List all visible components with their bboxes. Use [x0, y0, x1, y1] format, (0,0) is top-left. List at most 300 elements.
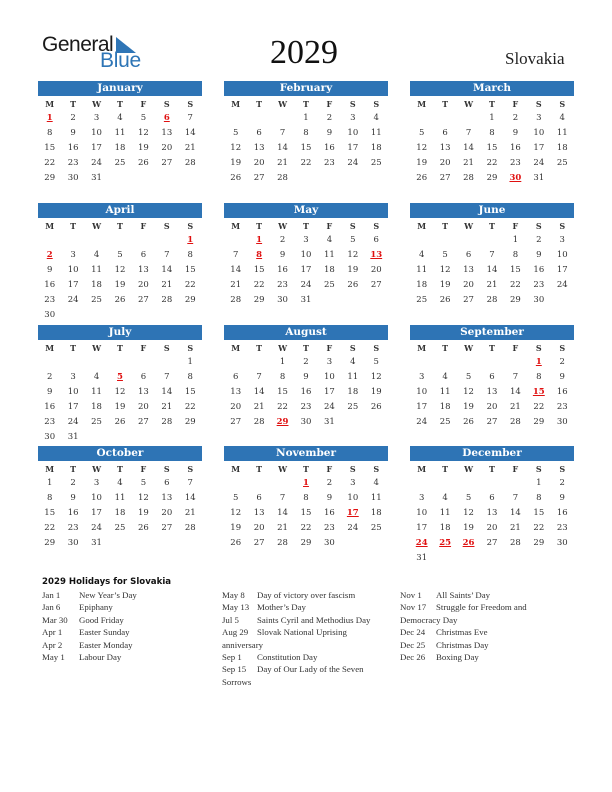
day-cell: 9 [303, 372, 309, 382]
weekday-label: S [349, 99, 356, 109]
empty-day-cell [271, 476, 294, 491]
weekday-label: M [45, 343, 55, 353]
empty-day-cell [457, 355, 480, 370]
month-header: June [410, 203, 574, 218]
month-november [224, 446, 388, 551]
day-cell: 11 [114, 128, 126, 138]
month-days-grid [38, 461, 202, 551]
weekday-label: S [187, 221, 194, 231]
day-cell: 16 [277, 265, 288, 275]
day-cell: 25 [439, 417, 451, 427]
holiday-item [222, 589, 370, 601]
day-cell: 19 [230, 523, 242, 533]
day-cell: 19 [137, 143, 149, 153]
empty-day-cell [480, 476, 503, 491]
holiday-item [42, 626, 137, 638]
day-cell: 9 [326, 128, 333, 138]
weekday-label: W [464, 99, 474, 109]
weekday-label: W [464, 221, 474, 231]
empty-day-cell [433, 355, 456, 370]
month-october [38, 446, 202, 551]
day-cell: 28 [230, 295, 242, 305]
day-cell: 12 [463, 508, 474, 518]
weekday-label: S [187, 464, 194, 474]
day-cell: 24 [323, 402, 335, 412]
day-cell: 16 [44, 280, 56, 290]
day-cell: 23 [44, 295, 56, 305]
weekday-label: T [442, 99, 449, 109]
weekday-label: S [373, 221, 380, 231]
day-cell: 5 [465, 493, 472, 503]
weekday-label: F [326, 221, 333, 231]
day-cell: 15 [253, 265, 265, 275]
month-april [38, 203, 202, 323]
day-cell: 30 [44, 310, 56, 320]
day-cell: 9 [559, 493, 565, 503]
holiday-date: Mar 30 [42, 614, 68, 625]
day-cell: 24 [91, 523, 102, 533]
day-cell: 1 [279, 357, 286, 367]
day-cell: 6 [256, 128, 262, 138]
empty-day-cell [504, 476, 527, 491]
day-cell: 12 [370, 372, 382, 382]
holiday-item [400, 639, 527, 651]
day-cell: 18 [114, 508, 126, 518]
month-july [38, 325, 202, 445]
holiday-date: Jan 1 [42, 590, 61, 600]
day-cell: 26 [230, 173, 242, 183]
weekday-label: F [512, 343, 519, 353]
weekday-label: T [117, 99, 123, 109]
day-cell: 7 [489, 250, 495, 260]
day-cell: 15 [486, 143, 498, 153]
holiday-item [400, 601, 527, 613]
day-cell: 31 [416, 553, 428, 563]
month-december [410, 446, 574, 566]
day-cell: 29 [533, 538, 545, 548]
holiday-date: Dec 26 [400, 651, 426, 662]
day-cell: 15 [44, 143, 56, 153]
day-cell: 24 [347, 523, 359, 533]
day-cell: 18 [370, 143, 382, 153]
empty-day-cell [433, 111, 456, 126]
day-cell: 29 [184, 295, 196, 305]
day-cell: 22 [300, 523, 312, 533]
weekday-label: F [326, 343, 333, 353]
day-cell: 19 [230, 158, 242, 168]
day-cell: 18 [347, 387, 359, 397]
day-cell: 18 [91, 402, 102, 412]
day-cell: 10 [556, 250, 568, 260]
weekday-label: W [278, 464, 288, 474]
empty-day-cell [61, 233, 84, 248]
month-days-grid [224, 461, 388, 551]
weekday-label: W [278, 221, 288, 231]
day-cell: 20 [370, 265, 382, 275]
day-cell: 24 [416, 417, 428, 427]
empty-day-cell [132, 233, 155, 248]
day-cell: 4 [326, 235, 333, 245]
day-cell: 22 [184, 280, 196, 290]
day-cell: 3 [419, 493, 425, 503]
empty-day-cell [433, 476, 456, 491]
day-cell: 13 [161, 493, 173, 503]
day-cell: 10 [67, 265, 79, 275]
holiday-date: Sep 15 [222, 664, 247, 675]
holiday-item [42, 589, 137, 601]
day-cell: 21 [184, 143, 196, 153]
weekday-label: F [140, 221, 147, 231]
day-cell: 31 [91, 538, 102, 548]
day-cell: 6 [442, 128, 448, 138]
logo-blue-text: Blue [100, 49, 141, 72]
day-cell: 14 [463, 143, 474, 153]
day-cell: 26 [347, 280, 359, 290]
day-cell: 2 [70, 478, 76, 488]
day-cell: 22 [277, 402, 288, 412]
empty-day-cell [457, 111, 480, 126]
day-cell: 8 [187, 372, 193, 382]
day-cell: 18 [416, 280, 428, 290]
day-cell: 3 [70, 250, 76, 260]
day-cell: 6 [489, 493, 495, 503]
day-cell: 12 [416, 143, 428, 153]
month-header: April [38, 203, 202, 218]
weekday-label: F [140, 99, 147, 109]
day-cell: 21 [509, 523, 521, 533]
empty-day-cell [247, 355, 270, 370]
holiday-item [222, 601, 370, 613]
day-cell: 16 [323, 508, 335, 518]
month-header: September [410, 325, 574, 340]
empty-day-cell [224, 233, 247, 248]
weekday-label: T [442, 343, 449, 353]
holiday-day-cell: 8 [256, 250, 263, 260]
day-cell: 8 [536, 372, 542, 382]
day-cell: 22 [253, 280, 265, 290]
weekday-label: F [140, 464, 147, 474]
day-cell: 20 [137, 402, 149, 412]
day-cell: 27 [137, 417, 149, 427]
holiday-day-cell: 17 [346, 508, 359, 518]
day-cell: 5 [140, 478, 147, 488]
day-cell: 11 [91, 265, 102, 275]
month-january [38, 81, 202, 186]
day-cell: 24 [67, 417, 79, 427]
holiday-name-continuation: Sorrows [222, 676, 252, 687]
holiday-item [222, 626, 370, 638]
day-cell: 19 [463, 402, 474, 412]
day-cell: 28 [509, 538, 521, 548]
weekday-label: T [117, 221, 123, 231]
day-cell: 4 [93, 250, 100, 260]
day-cell: 28 [277, 173, 288, 183]
day-cell: 21 [463, 158, 474, 168]
day-cell: 20 [439, 158, 451, 168]
weekday-label: T [256, 464, 263, 474]
day-cell: 10 [347, 493, 359, 503]
day-cell: 30 [556, 417, 568, 427]
day-cell: 7 [233, 250, 239, 260]
day-cell: 17 [91, 508, 102, 518]
weekday-label: M [417, 221, 427, 231]
holiday-day-cell: 25 [439, 538, 452, 548]
day-cell: 6 [465, 250, 472, 260]
holiday-day-cell: 15 [532, 387, 545, 397]
day-cell: 19 [439, 280, 451, 290]
day-cell: 22 [300, 158, 312, 168]
weekday-label: W [92, 464, 102, 474]
month-days-grid [410, 218, 574, 308]
day-cell: 17 [67, 280, 79, 290]
weekday-label: T [303, 464, 309, 474]
weekday-label: F [140, 343, 147, 353]
day-cell: 9 [536, 250, 542, 260]
day-cell: 6 [489, 372, 495, 382]
day-cell: 13 [230, 387, 242, 397]
day-cell: 15 [300, 508, 312, 518]
day-cell: 13 [486, 508, 498, 518]
day-cell: 14 [230, 265, 242, 275]
empty-day-cell [480, 355, 503, 370]
month-september [410, 325, 574, 430]
day-cell: 19 [370, 387, 382, 397]
day-cell: 8 [489, 128, 495, 138]
empty-day-cell [155, 233, 178, 248]
holiday-day-cell: 30 [509, 173, 522, 183]
empty-day-cell [480, 233, 503, 248]
empty-day-cell [224, 355, 247, 370]
day-cell: 28 [463, 173, 474, 183]
day-cell: 25 [91, 295, 102, 305]
day-cell: 4 [442, 493, 448, 503]
holiday-day-cell: 1 [535, 357, 542, 367]
weekday-label: S [349, 221, 356, 231]
day-cell: 13 [253, 143, 265, 153]
month-days-grid [224, 96, 388, 186]
day-cell: 19 [114, 402, 126, 412]
weekday-label: M [45, 221, 55, 231]
day-cell: 16 [533, 265, 545, 275]
day-cell: 7 [465, 128, 472, 138]
day-cell: 26 [439, 295, 451, 305]
day-cell: 28 [161, 417, 173, 427]
holiday-date: May 13 [222, 602, 250, 613]
day-cell: 5 [442, 250, 448, 260]
month-header: January [38, 81, 202, 96]
day-cell: 18 [556, 143, 568, 153]
holiday-column [400, 589, 527, 663]
day-cell: 29 [300, 538, 312, 548]
weekday-label: S [163, 221, 170, 231]
month-may [224, 203, 388, 308]
weekday-label: S [559, 221, 566, 231]
weekday-label: T [256, 99, 263, 109]
weekday-label: T [489, 99, 495, 109]
day-cell: 19 [416, 158, 428, 168]
day-cell: 5 [419, 128, 425, 138]
day-cell: 13 [463, 265, 474, 275]
holiday-column [222, 589, 370, 688]
day-cell: 26 [370, 402, 382, 412]
day-cell: 30 [300, 417, 312, 427]
day-cell: 23 [300, 402, 312, 412]
empty-day-cell [457, 233, 480, 248]
day-cell: 8 [512, 250, 519, 260]
holiday-item [222, 614, 370, 626]
day-cell: 18 [323, 265, 335, 275]
day-cell: 20 [161, 143, 173, 153]
day-cell: 12 [114, 387, 126, 397]
day-cell: 21 [230, 280, 242, 290]
empty-day-cell [108, 233, 131, 248]
day-cell: 4 [442, 372, 448, 382]
day-cell: 25 [370, 158, 382, 168]
day-cell: 18 [439, 523, 451, 533]
holiday-column [42, 589, 137, 663]
day-cell: 30 [533, 295, 545, 305]
holiday-item [42, 601, 137, 613]
day-cell: 5 [350, 235, 356, 245]
day-cell: 11 [91, 387, 102, 397]
day-cell: 20 [137, 280, 149, 290]
day-cell: 13 [137, 265, 149, 275]
weekday-label: S [535, 99, 542, 109]
weekday-label: T [70, 99, 77, 109]
day-cell: 31 [323, 417, 335, 427]
day-cell: 27 [370, 280, 382, 290]
day-cell: 1 [303, 113, 309, 123]
day-cell: 18 [370, 508, 382, 518]
day-cell: 11 [114, 493, 126, 503]
weekday-label: S [559, 464, 566, 474]
day-cell: 24 [91, 158, 102, 168]
holiday-name: Day of victory over fascism [257, 590, 356, 600]
holiday-day-cell: 26 [462, 538, 475, 548]
day-cell: 19 [114, 280, 126, 290]
holiday-date: Sep 1 [222, 651, 242, 662]
day-cell: 22 [533, 523, 545, 533]
day-cell: 12 [230, 508, 242, 518]
day-cell: 11 [556, 128, 568, 138]
day-cell: 10 [91, 128, 102, 138]
holiday-date: May 1 [42, 651, 65, 662]
month-header: February [224, 81, 388, 96]
holiday-item [42, 651, 137, 663]
day-cell: 9 [70, 128, 76, 138]
day-cell: 27 [253, 538, 265, 548]
day-cell: 15 [509, 265, 521, 275]
day-cell: 22 [184, 402, 196, 412]
day-cell: 27 [161, 523, 173, 533]
day-cell: 25 [370, 523, 382, 533]
day-cell: 15 [300, 143, 312, 153]
day-cell: 1 [512, 235, 519, 245]
day-cell: 30 [67, 538, 79, 548]
day-cell: 9 [326, 493, 333, 503]
holiday-name: Day of Our Lady of the Seven [257, 664, 364, 675]
day-cell: 13 [486, 387, 498, 397]
day-cell: 4 [350, 357, 356, 367]
day-cell: 29 [184, 417, 196, 427]
holiday-date: Apr 2 [42, 639, 63, 650]
day-cell: 12 [137, 128, 149, 138]
empty-day-cell [224, 476, 247, 491]
weekday-label: T [442, 464, 449, 474]
holiday-item [42, 614, 137, 626]
empty-day-cell [85, 233, 108, 248]
day-cell: 20 [230, 402, 242, 412]
day-cell: 26 [230, 538, 242, 548]
month-days-grid [224, 218, 388, 308]
month-june [410, 203, 574, 308]
day-cell: 10 [67, 387, 79, 397]
day-cell: 14 [277, 508, 288, 518]
day-cell: 3 [93, 113, 100, 123]
day-cell: 17 [67, 402, 79, 412]
day-cell: 13 [439, 143, 451, 153]
holiday-day-cell: 1 [46, 113, 53, 123]
day-cell: 12 [463, 387, 474, 397]
day-cell: 13 [253, 508, 265, 518]
day-cell: 5 [465, 372, 472, 382]
weekday-label: W [92, 99, 102, 109]
holiday-item [42, 639, 137, 651]
day-cell: 16 [509, 143, 521, 153]
holiday-name: Slovak National Uprising [257, 627, 347, 638]
weekday-label: S [349, 343, 356, 353]
day-cell: 3 [70, 372, 76, 382]
weekday-label: W [278, 99, 288, 109]
day-cell: 2 [536, 235, 542, 245]
weekday-label: W [464, 343, 474, 353]
day-cell: 10 [416, 387, 428, 397]
day-cell: 25 [323, 280, 335, 290]
weekday-label: S [373, 343, 380, 353]
holiday-name: Saints Cyril and Methodius Day [257, 614, 371, 625]
weekday-label: S [535, 343, 542, 353]
day-cell: 3 [536, 113, 542, 123]
weekday-label: S [163, 343, 170, 353]
day-cell: 8 [47, 128, 53, 138]
day-cell: 10 [91, 493, 102, 503]
day-cell: 19 [137, 508, 149, 518]
day-cell: 27 [486, 538, 498, 548]
weekday-label: T [303, 221, 309, 231]
weekday-label: W [92, 221, 102, 231]
day-cell: 22 [533, 402, 545, 412]
day-cell: 25 [114, 158, 126, 168]
day-cell: 1 [47, 478, 53, 488]
day-cell: 11 [370, 128, 382, 138]
holiday-name: Struggle for Freedom and [436, 602, 527, 613]
day-cell: 1 [536, 478, 542, 488]
day-cell: 4 [419, 250, 425, 260]
day-cell: 26 [416, 173, 428, 183]
day-cell: 16 [556, 508, 568, 518]
weekday-label: F [326, 464, 333, 474]
day-cell: 9 [70, 493, 76, 503]
day-cell: 12 [137, 493, 149, 503]
weekday-label: M [417, 343, 427, 353]
month-days-grid [38, 218, 202, 323]
day-cell: 3 [350, 113, 356, 123]
weekday-label: T [70, 464, 77, 474]
day-cell: 1 [187, 357, 193, 367]
day-cell: 27 [253, 173, 265, 183]
day-cell: 23 [509, 158, 521, 168]
day-cell: 23 [67, 523, 79, 533]
